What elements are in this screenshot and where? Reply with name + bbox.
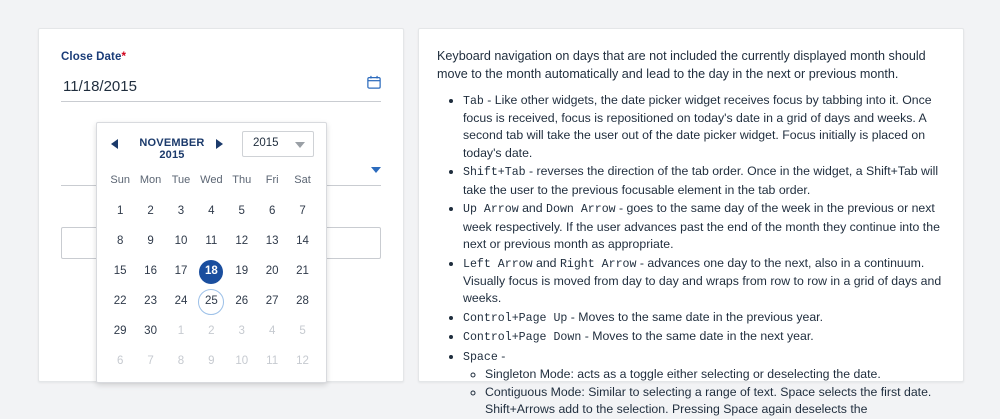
calendar-day-cell[interactable] [105,197,135,227]
list-item [463,255,947,308]
calendar-day-label: 30 [144,325,157,338]
close-date-label-text: Close Date [61,51,122,63]
calendar-week-row [105,257,318,287]
calendar-day-label: 28 [296,295,309,308]
calendar-day-label: 5 [299,325,306,338]
calendar-day-cell[interactable] [105,227,135,257]
calendar-week-row [105,287,318,317]
keyboard-shortcut-sublist [463,366,947,418]
calendar-day-cell[interactable] [257,257,287,287]
key-combo: Control+Page Up [463,311,568,325]
calendar-day-label: 29 [113,325,127,338]
calendar-grid [105,167,318,377]
calendar-day-label: 10 [174,235,188,248]
calendar-day-cell[interactable] [105,257,135,287]
calendar-day-label: 7 [299,205,306,218]
calendar-week-row [105,347,318,377]
calendar-day-label: 11 [266,355,279,368]
chevron-left-icon[interactable] [111,137,125,151]
calendar-day-cell[interactable] [166,227,196,257]
calendar-icon[interactable] [367,75,381,89]
key-combo: Shift+Tab [463,166,526,180]
list-item-text: - Moves to the same date in the next year. [581,329,814,344]
calendar-week-row [105,317,318,347]
calendar-day-label: 26 [235,295,249,308]
calendar-day-label: 4 [208,205,215,218]
calendar-day-cell[interactable] [196,287,226,317]
calendar-day-cell [227,347,257,377]
calendar-day-cell[interactable] [166,287,196,317]
chevron-down-icon[interactable] [371,167,381,173]
calendar-day-label: 15 [113,265,127,278]
calendar-day-cell [196,347,226,377]
calendar-day-cell[interactable] [105,317,135,347]
calendar-day-cell[interactable] [135,197,165,227]
calendar-day-cell [105,347,135,377]
calendar-day-cell[interactable] [196,197,226,227]
calendar-day-label: 8 [177,355,185,368]
docs-intro: Keyboard navigation on days that are not included the currently displayed month should move to the month automatically and lead to the day in the next or previous month. [437,49,926,82]
weekday-label: Fri [265,174,279,186]
calendar-day-cell[interactable] [105,287,135,317]
list-item [463,92,947,163]
calendar-day-cell [166,347,196,377]
calendar-day-label: 21 [296,265,309,278]
calendar-day-cell[interactable] [135,287,165,317]
calendar-day-cell [135,347,165,377]
calendar-week-row [105,197,318,227]
calendar-day-label: 17 [174,265,188,278]
calendar-day-label: 12 [296,355,309,368]
date-picker-header [97,123,326,165]
calendar-day-cell [287,347,317,377]
chevron-right-icon[interactable] [216,137,230,151]
calendar-day-cell[interactable] [135,317,165,347]
calendar-week-row [105,227,318,257]
list-item-text: - advances one day to the next, also in a continuum. Visually focus is moved from day to day and wraps from row to row in a grid of days and weeks. [463,255,942,306]
list-item [463,163,947,199]
weekday-header-row [105,167,318,197]
chevron-down-icon[interactable] [295,142,305,148]
calendar-day-cell[interactable] [257,227,287,257]
form-panel [38,28,404,382]
key-combo: Space [463,350,498,364]
calendar-day-label: 2 [147,205,154,218]
calendar-day-cell[interactable] [196,227,226,257]
calendar-day-cell[interactable] [166,197,196,227]
key-combo: Down Arrow [546,203,616,217]
list-item-text: - [497,348,506,363]
calendar-day-cell[interactable] [287,197,317,227]
weekday-label: Wed [200,174,223,186]
calendar-day-label: 14 [296,235,309,248]
calendar-day-label: 12 [235,235,249,248]
list-item-text: - Moves to the same date in the previous year. [567,309,824,324]
calendar-day-cell[interactable] [227,287,257,317]
list-item [463,348,947,419]
calendar-day-cell[interactable] [257,197,287,227]
close-date-field[interactable] [61,71,381,102]
key-combo: Tab [463,94,484,108]
calendar-day-cell[interactable] [196,257,226,287]
calendar-day-label: 25 [198,289,224,315]
calendar-day-cell[interactable] [135,257,165,287]
sublist-item: ◦ Singleton Mode: acts as a toggle either selecting or deselecting the date. [485,366,947,383]
required-marker: * [121,51,127,63]
calendar-day-label: 22 [113,295,127,308]
calendar-day-label: 6 [116,355,124,368]
list-item [463,200,947,253]
calendar-day-label: 11 [205,235,218,248]
weekday-label: Tue [171,174,191,186]
calendar-day-label: 5 [238,205,245,218]
calendar-day-label: 9 [147,235,154,248]
calendar-day-cell [257,317,287,347]
calendar-day-cell [287,317,317,347]
weekday-label: Mon [139,174,162,186]
list-item-text: - Like other widgets, the date picker widget receives focus by tabbing into it. Once focus is received, focus is repositioned on today's date in a grid of days and weeks. A second tab will take the user out of the date picker widget. Focus initially is placed on today's date. [463,92,932,160]
weekday-label: Sun [110,174,130,186]
key-combo: Up Arrow [463,203,519,217]
calendar-day-label: 7 [147,355,154,368]
calendar-day-label: 16 [144,265,157,278]
calendar-day-cell[interactable] [287,257,317,287]
keyboard-shortcut-list [427,92,947,419]
calendar-day-cell[interactable] [287,287,317,317]
calendar-day-cell[interactable] [227,227,257,257]
calendar-day-label: 3 [238,325,245,338]
calendar-day-label: 6 [268,205,276,218]
calendar-day-label: 10 [235,355,249,368]
key-combo: Right Arrow [559,257,637,271]
key-combo: Left Arrow [463,257,533,271]
calendar-day-label: 13 [265,235,279,248]
calendar-day-label: 1 [177,325,185,338]
calendar-day-cell[interactable] [257,287,287,317]
date-picker-popup[interactable] [96,122,327,383]
key-combo-separator: and [532,255,560,270]
calendar-day-label: 1 [116,205,124,218]
calendar-day-cell[interactable] [227,257,257,287]
calendar-day-cell [227,317,257,347]
calendar-day-cell[interactable] [135,227,165,257]
key-combo: Control+Page Down [463,331,582,345]
calendar-day-label: 27 [265,295,279,308]
sublist-item: ◦ Contiguous Mode: Similar to selecting a range of text. Space selects the first date. Shift+Arrows add to the selection. Pressing Space again deselects the [485,384,947,419]
calendar-day-cell[interactable] [166,257,196,287]
calendar-day-label: 24 [174,295,188,308]
list-item-text: - reverses the direction of the tab order. Once in the widget, a Shift+Tab will take the user to the previous focusable element in the tab order. [463,164,939,197]
calendar-day-cell[interactable] [227,197,257,227]
calendar-day-cell[interactable] [287,227,317,257]
calendar-day-label: 18 [199,260,223,284]
close-date-label [61,51,126,63]
list-item [463,309,947,327]
year-select[interactable] [242,131,314,157]
weekday-label: Sat [294,174,311,186]
calendar-day-label: 4 [268,325,276,338]
key-combo-separator: and [518,201,547,216]
weekday-label: Thu [232,174,252,186]
calendar-day-label: 9 [208,355,215,368]
calendar-day-label: 19 [235,265,249,278]
calendar-day-cell [166,317,196,347]
list-item [463,328,947,346]
calendar-day-cell [196,317,226,347]
calendar-day-cell [257,347,287,377]
calendar-day-label: 23 [144,295,157,308]
docs-panel [418,28,964,417]
calendar-day-label: 20 [265,265,279,278]
close-date-input[interactable] [61,71,355,101]
calendar-day-label: 2 [208,325,215,338]
year-select-value: 2015 [253,137,279,149]
calendar-day-label: 3 [177,205,185,218]
month-year-label: NOVEMBER 2015 [139,137,205,161]
list-item-text: - goes to the same day of the week in the previous or next week respectively. If the user advances past the end of the month they continue into the next or previous month as appropriate. [463,201,940,252]
calendar-day-label: 8 [116,235,124,248]
